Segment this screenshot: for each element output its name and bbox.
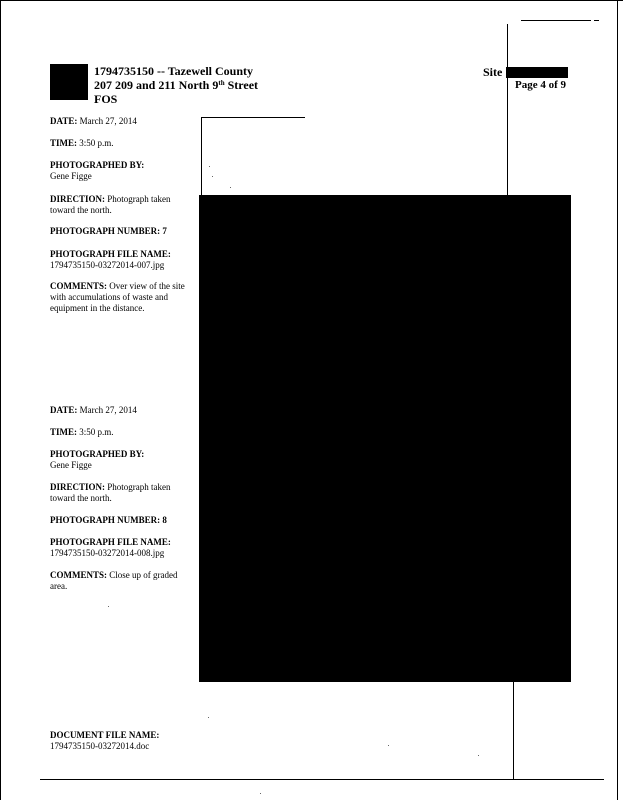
bottom-rule (40, 779, 604, 780)
photo7-date (50, 116, 190, 127)
doc-file-label: DOCUMENT FILE NAME: (50, 730, 160, 740)
direction-label: DIRECTION: (50, 194, 106, 204)
photographer-label: PHOTOGRAPHED BY: (50, 160, 145, 170)
scan-speck (212, 176, 213, 177)
photo-frame-top (201, 117, 305, 118)
vertical-divider-top (507, 24, 508, 195)
comments-label: COMMENTS: (50, 281, 107, 291)
photo7-time (50, 138, 190, 149)
top-border (0, 0, 623, 1)
photo7-number (50, 226, 190, 237)
time-label: TIME: (50, 138, 77, 148)
photo8-date (50, 405, 190, 416)
agency-logo (50, 64, 88, 100)
direction-value: Photograph taken toward the north. (50, 194, 171, 215)
file-value: 1794735150-03272014-008.jpg (50, 548, 165, 558)
photo7-direction (50, 194, 190, 216)
photographer-value: Gene Figge (50, 460, 92, 470)
header-rule-short (521, 20, 591, 21)
date-value: March 27, 2014 (79, 116, 137, 126)
scan-speck (208, 717, 209, 718)
document-file-name (50, 730, 190, 752)
photo8-photographer (50, 449, 190, 471)
scan-speck (209, 166, 210, 167)
date-value: March 27, 2014 (79, 405, 137, 415)
photo7-photographer (50, 160, 190, 182)
address-ordinal: th (218, 79, 225, 87)
number-label: PHOTOGRAPH NUMBER: (50, 226, 161, 236)
number-value: 8 (162, 515, 167, 525)
photographer-label: PHOTOGRAPHED BY: (50, 449, 145, 459)
site-code: FOS (94, 92, 118, 106)
scan-speck (108, 606, 109, 607)
comments-value: Close up of graded area. (50, 570, 178, 591)
scan-speck (230, 187, 231, 188)
site-address-line (94, 78, 258, 92)
photo8-number (50, 515, 190, 526)
scan-speck (260, 793, 261, 794)
file-label: PHOTOGRAPH FILE NAME: (50, 249, 171, 259)
left-border (0, 0, 1, 800)
file-value: 1794735150-03272014-007.jpg (50, 260, 165, 270)
redacted-photograph (199, 195, 571, 682)
scan-speck (478, 755, 479, 756)
time-label: TIME: (50, 427, 77, 437)
comments-label: COMMENTS: (50, 570, 107, 580)
direction-value: Photograph taken toward the north. (50, 482, 171, 503)
doc-file-value: 1794735150-03272014.doc (50, 741, 150, 751)
number-value: 7 (162, 226, 167, 236)
photo-frame-left (201, 117, 202, 195)
number-label: PHOTOGRAPH NUMBER: (50, 515, 161, 525)
date-label: DATE: (50, 116, 78, 126)
time-value: 3:50 p.m. (79, 427, 114, 437)
right-border (617, 0, 618, 800)
scan-speck (388, 745, 389, 746)
photo7-file (50, 249, 190, 271)
photo8-time (50, 427, 190, 438)
site-id-line: 1794735150 -- Tazewell County (94, 64, 253, 78)
photo7-comments (50, 281, 188, 314)
file-label: PHOTOGRAPH FILE NAME: (50, 537, 171, 547)
header-rule-tick (594, 20, 599, 21)
vertical-divider-bottom (513, 682, 514, 780)
header-block (94, 64, 258, 106)
page-number: Page 4 of 9 (515, 79, 567, 91)
site-redaction (506, 67, 568, 78)
site-label: Site (483, 65, 503, 79)
photographer-value: Gene Figge (50, 171, 92, 181)
address-prefix: 207 209 and 211 North 9 (94, 78, 219, 92)
photo8-comments (50, 570, 188, 592)
photo8-file (50, 537, 190, 559)
photo8-direction (50, 482, 190, 504)
time-value: 3:50 p.m. (79, 138, 114, 148)
date-label: DATE: (50, 405, 78, 415)
address-suffix: Street (224, 78, 259, 92)
comments-value: Over view of the site with accumulations of waste and equipment in the distance. (50, 281, 185, 313)
direction-label: DIRECTION: (50, 482, 106, 492)
